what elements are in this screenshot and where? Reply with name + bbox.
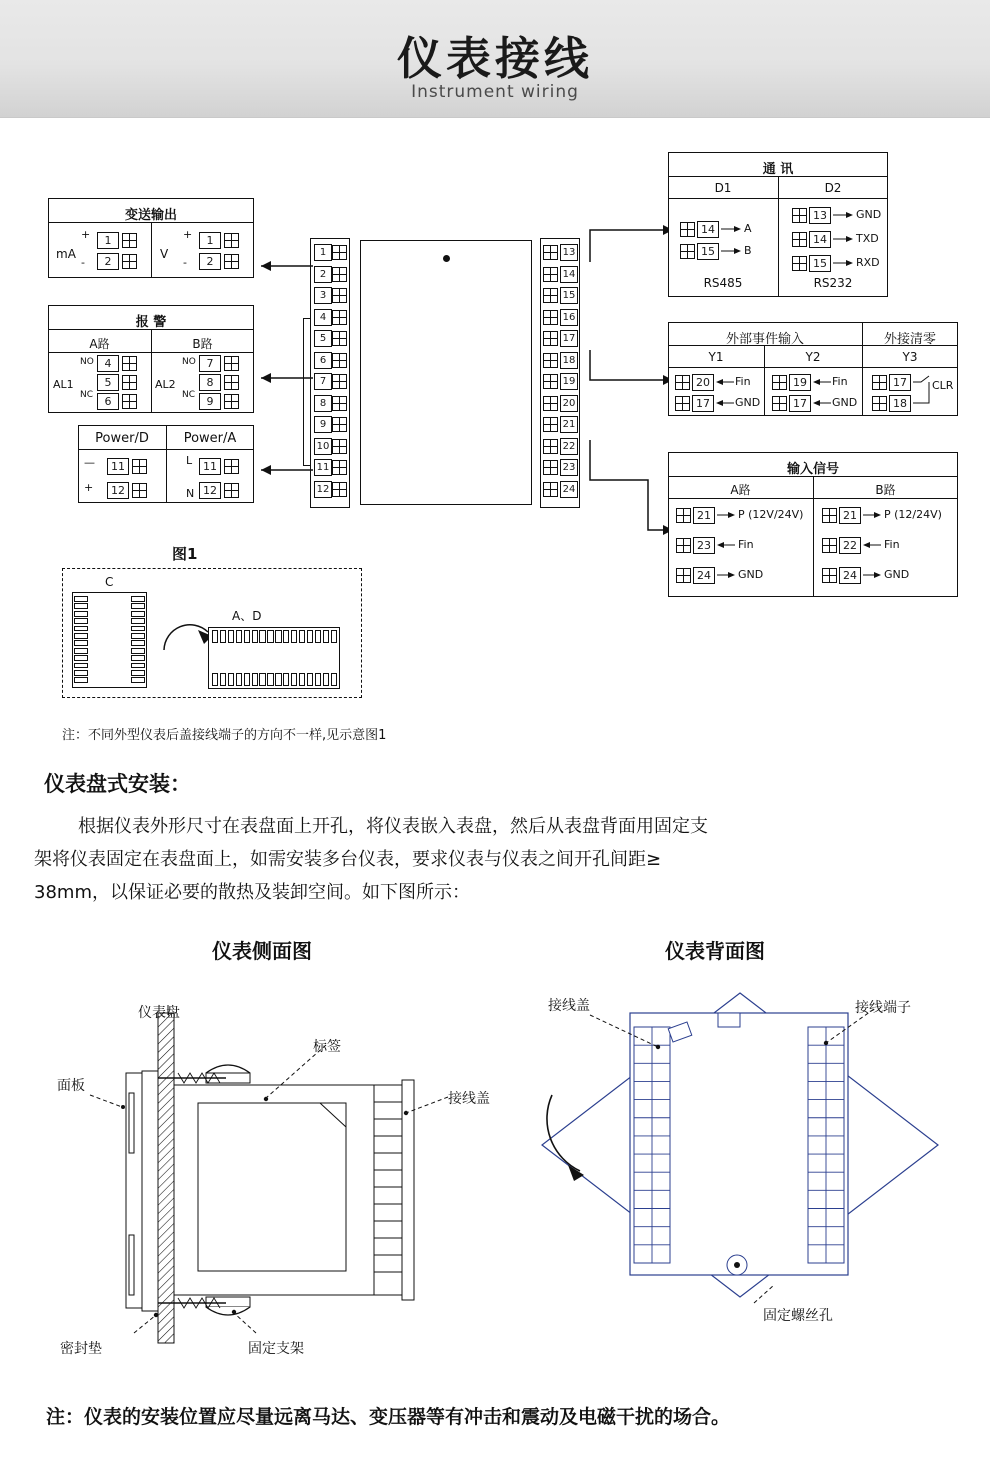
- side-view-drawing: [30, 985, 500, 1360]
- external-clear-title: 外接清零: [883, 332, 936, 347]
- fig1-terminal-tick: [252, 673, 258, 686]
- input-b-terminal-1: 22: [839, 537, 861, 554]
- comm-d1-footer: RS485: [703, 276, 743, 290]
- device-right-terminal-16: 16: [560, 309, 578, 326]
- terminal-icon: [543, 331, 558, 346]
- fig1-terminal-tick: [131, 663, 145, 669]
- comm-d2-arrow-1: [833, 233, 855, 245]
- fig1-terminal-tick: [74, 618, 88, 624]
- fig1-terminal-tick: [323, 630, 329, 643]
- terminal-icon: [332, 460, 347, 475]
- input-signal-title: 输入信号: [786, 462, 839, 477]
- terminal-icon: [122, 375, 137, 390]
- power-dc-terminal-12: 12: [107, 482, 129, 499]
- terminal-icon: [543, 482, 558, 497]
- terminal-icon: [332, 374, 347, 389]
- input-signal-col-a-header: A路: [730, 483, 751, 497]
- alarm-b-terminal-9: 9: [199, 393, 221, 410]
- terminal-icon: [792, 208, 807, 223]
- fig1-terminal-tick: [315, 630, 321, 643]
- fig1-terminal-tick: [131, 677, 145, 683]
- install-paragraph-line-1: 架将仪表固定在表盘面上，如需安装多台仪表，要求仪表与仪表之间开孔间距≥: [34, 849, 662, 870]
- transmit-output-left-terminal-2: 2: [97, 253, 119, 270]
- fig1-terminal-tick: [299, 673, 305, 686]
- terminal-icon: [224, 233, 239, 248]
- device-right-terminal-17: 17: [560, 330, 578, 347]
- terminal-icon: [675, 375, 690, 390]
- comm-d1-header: D1: [714, 181, 732, 195]
- side-label-bracket: 固定支架: [248, 1341, 304, 1357]
- terminal-icon: [543, 310, 558, 325]
- terminal-icon: [543, 245, 558, 260]
- wiring-note: 注：不同外型仪表后盖接线端子的方向不一样,见示意图1: [62, 728, 387, 743]
- event-y1-arrow-0: [716, 376, 734, 388]
- terminal-icon: [332, 482, 347, 497]
- input-b-arrow-0: [863, 509, 883, 521]
- terminal-icon: [332, 310, 347, 325]
- fig1-terminal-tick: [267, 673, 273, 686]
- terminal-icon: [822, 538, 837, 553]
- fig1-terminal-tick: [131, 618, 145, 624]
- input-b-terminal-2: 24: [839, 567, 861, 584]
- alarm-b-name: AL2: [155, 378, 176, 391]
- terminal-icon: [224, 483, 239, 498]
- terminal-icon: [792, 256, 807, 271]
- fig1-terminal-tick: [131, 670, 145, 676]
- device-left-terminal-10: 10: [314, 438, 332, 455]
- comm-d2-footer: RS232: [813, 276, 853, 290]
- device-right-terminal-24: 24: [560, 481, 578, 498]
- fig1-terminal-tick: [74, 655, 88, 661]
- terminal-icon: [543, 460, 558, 475]
- comm-d2-arrow-2: [833, 257, 855, 269]
- terminal-icon: [132, 459, 147, 474]
- event-y1-signal-1: GND: [735, 396, 761, 409]
- terminal-icon: [224, 356, 239, 371]
- fig1-terminal-tick: [74, 603, 88, 609]
- terminal-icon: [224, 254, 239, 269]
- fig1-terminal-tick: [220, 630, 226, 643]
- alarm-col-b-header: B路: [192, 337, 213, 351]
- device-left-terminal-5: 5: [314, 330, 332, 347]
- terminal-icon: [543, 288, 558, 303]
- device-right-terminal-22: 22: [560, 438, 578, 455]
- side-label-front-panel: 面板: [57, 1078, 85, 1094]
- alarm-b-terminal-7: 7: [199, 355, 221, 372]
- input-a-arrow-1: [717, 539, 737, 551]
- event-y2-signal-0: Fin: [832, 375, 848, 388]
- page-subtitle: Instrument wiring: [411, 82, 579, 102]
- input-a-signal-0: P (12V/24V): [738, 508, 804, 521]
- device-left-terminal-6: 6: [314, 352, 332, 369]
- fig1-terminal-tick: [244, 673, 250, 686]
- fig1-terminal-tick: [283, 630, 289, 643]
- fig1-terminal-tick: [228, 630, 234, 643]
- side-label-panel-board: 仪表盘: [138, 1005, 180, 1021]
- event-col-divider: [668, 367, 958, 368]
- event-y1-header: Y1: [708, 350, 724, 364]
- alarm-a-no-label: NO: [80, 357, 94, 367]
- comm-d1-arrow-1: [721, 245, 743, 257]
- alarm-a-name: AL1: [53, 378, 74, 391]
- fig1-terminal-tick: [74, 677, 88, 683]
- terminal-icon: [332, 288, 347, 303]
- transmit-output-right-terminal-1: 1: [199, 232, 221, 249]
- fig1-terminal-tick: [131, 648, 145, 654]
- event-y1-terminal-0: 20: [692, 374, 714, 391]
- device-right-terminal-13: 13: [560, 244, 578, 261]
- terminal-icon: [332, 245, 347, 260]
- instrument-dot: [443, 255, 450, 262]
- event-y2-terminal-0: 19: [789, 374, 811, 391]
- fig1-terminal-tick: [307, 673, 313, 686]
- comm-d1-signal-1: B: [744, 244, 752, 257]
- input-b-arrow-1: [863, 539, 883, 551]
- terminal-icon: [543, 396, 558, 411]
- device-left-terminal-3: 3: [314, 287, 332, 304]
- fig1-terminal-tick: [275, 630, 281, 643]
- terminal-icon: [122, 356, 137, 371]
- fig1-terminal-tick: [131, 596, 145, 602]
- terminal-icon: [792, 232, 807, 247]
- alarm-b-terminal-8: 8: [199, 374, 221, 391]
- install-paragraph-line-2: 38mm，以保证必要的散热及装卸空间。如下图所示：: [34, 882, 470, 903]
- page-title: 仪表接线: [396, 32, 593, 85]
- fig1-terminal-tick: [275, 673, 281, 686]
- power-ac-terminal-12: 12: [199, 482, 221, 499]
- fig1-terminal-tick: [228, 673, 234, 686]
- comm-d2-signal-1: TXD: [856, 232, 879, 245]
- fig1-terminal-tick: [74, 663, 88, 669]
- power-ac-l-label: L: [186, 454, 193, 467]
- power-ac-terminal-11: 11: [199, 458, 221, 475]
- event-input-title: 外部事件输入: [725, 332, 804, 347]
- terminal-icon: [132, 483, 147, 498]
- fig1-terminal-tick: [74, 670, 88, 676]
- footer-note: 注：仪表的安装位置应尽量远离马达、变压器等有冲击和震动及电磁干扰的场合。: [46, 1406, 731, 1428]
- terminal-icon: [543, 439, 558, 454]
- terminal-icon: [822, 568, 837, 583]
- comm-d2-header: D2: [824, 181, 842, 195]
- terminal-icon: [680, 244, 695, 259]
- terminal-icon: [122, 254, 137, 269]
- terminal-icon: [872, 375, 887, 390]
- device-right-terminal-23: 23: [560, 459, 578, 476]
- terminal-icon: [680, 222, 695, 237]
- device-left-terminal-1: 1: [314, 244, 332, 261]
- fig1-title: 图1: [172, 545, 198, 563]
- fig1-terminal-tick: [307, 630, 313, 643]
- fig1-terminal-tick: [74, 633, 88, 639]
- device-left-terminal-2: 2: [314, 266, 332, 283]
- fig1-terminal-tick: [220, 673, 226, 686]
- fig1-terminal-tick: [291, 630, 297, 643]
- terminal-icon: [332, 396, 347, 411]
- event-y2-terminal-1: 17: [789, 395, 811, 412]
- input-a-terminal-2: 24: [693, 567, 715, 584]
- fig1-terminal-tick: [131, 640, 145, 646]
- fig1-label-ad: A、D: [232, 609, 262, 623]
- fig1-terminal-tick: [244, 630, 250, 643]
- back-view-title: 仪表背面图: [665, 939, 765, 963]
- transmit-output-ma-label: mA: [56, 247, 76, 261]
- event-y2-arrow-0: [813, 376, 831, 388]
- terminal-icon: [676, 568, 691, 583]
- terminal-icon: [772, 375, 787, 390]
- terminal-icon: [543, 417, 558, 432]
- terminal-icon: [224, 375, 239, 390]
- terminal-icon: [332, 331, 347, 346]
- device-right-terminal-15: 15: [560, 287, 578, 304]
- fig1-terminal-tick: [131, 633, 145, 639]
- fig1-terminal-tick: [331, 673, 337, 686]
- event-y1-signal-0: Fin: [735, 375, 751, 388]
- transmit-output-center-divider: [151, 222, 152, 278]
- comm-d2-terminal-1: 14: [809, 231, 831, 248]
- side-label-gasket: 密封垫: [60, 1341, 102, 1357]
- comm-d1-arrow-0: [721, 223, 743, 235]
- terminal-icon: [676, 538, 691, 553]
- alarm-a-terminal-4: 4: [97, 355, 119, 372]
- power-dc-minus-label: —: [84, 456, 95, 469]
- fig1-terminal-tick: [212, 630, 218, 643]
- event-y3-header: Y3: [902, 350, 918, 364]
- input-a-terminal-1: 23: [693, 537, 715, 554]
- input-a-signal-1: Fin: [738, 538, 754, 551]
- comm-d1-terminal-1: 15: [697, 243, 719, 260]
- terminal-icon: [224, 459, 239, 474]
- fig1-terminal-tick: [259, 673, 265, 686]
- input-signal-col-b-header: B路: [875, 483, 896, 497]
- device-right-terminal-14: 14: [560, 266, 578, 283]
- terminal-icon: [676, 508, 691, 523]
- terminal-icon: [543, 374, 558, 389]
- fig1-terminal-tick: [131, 626, 145, 632]
- terminal-icon: [332, 353, 347, 368]
- fig1-terminal-tick: [74, 596, 88, 602]
- device-right-terminal-18: 18: [560, 352, 578, 369]
- device-left-terminal-8: 8: [314, 395, 332, 412]
- terminal-icon: [122, 233, 137, 248]
- input-b-signal-2: GND: [884, 568, 910, 581]
- fig1-terminal-tick: [74, 648, 88, 654]
- install-paragraph-line-0: 根据仪表外形尺寸在表盘面上开孔，将仪表嵌入表盘，然后从表盘背面用固定支: [78, 816, 708, 837]
- transmit-output-title: 变送输出: [124, 208, 177, 223]
- fig1-terminal-tick: [236, 630, 242, 643]
- device-left-terminal-4: 4: [314, 309, 332, 326]
- fig1-terminal-tick: [267, 630, 273, 643]
- comm-d2-terminal-2: 15: [809, 255, 831, 272]
- input-a-signal-2: GND: [738, 568, 764, 581]
- alarm-a-nc-label: NC: [80, 390, 94, 400]
- terminal-icon: [822, 508, 837, 523]
- comm-d1-terminal-0: 14: [697, 221, 719, 238]
- side-label-wiring-cover: 接线盖: [448, 1091, 490, 1107]
- alarm-col-a-header: A路: [89, 337, 110, 351]
- comm-title: 通 讯: [762, 162, 794, 177]
- terminal-icon: [872, 396, 887, 411]
- fig1-terminal-tick: [291, 673, 297, 686]
- terminal-icon: [543, 267, 558, 282]
- input-b-signal-1: Fin: [884, 538, 900, 551]
- fig1-terminal-tick: [74, 640, 88, 646]
- fig1-terminal-tick: [212, 673, 218, 686]
- device-left-terminal-7: 7: [314, 373, 332, 390]
- terminal-icon: [772, 396, 787, 411]
- fig1-terminal-tick: [131, 611, 145, 617]
- fig1-terminal-tick: [299, 630, 305, 643]
- power-dc-terminal-11: 11: [107, 458, 129, 475]
- fig1-terminal-tick: [252, 630, 258, 643]
- event-y2-arrow-1: [813, 397, 831, 409]
- power-ac-title: Power/A: [183, 431, 237, 446]
- fig1-terminal-tick: [315, 673, 321, 686]
- comm-d1-signal-0: A: [744, 222, 752, 235]
- fig1-terminal-tick: [74, 626, 88, 632]
- event-y3-terminal-0: 17: [889, 374, 911, 391]
- alarm-b-no-label: NO: [182, 357, 196, 367]
- input-b-terminal-0: 21: [839, 507, 861, 524]
- fig1-terminal-tick: [259, 630, 265, 643]
- device-right-terminal-20: 20: [560, 395, 578, 412]
- terminal-icon: [332, 439, 347, 454]
- event-y1-arrow-1: [716, 397, 734, 409]
- terminal-icon: [332, 267, 347, 282]
- install-heading: 仪表盘式安装：: [44, 772, 191, 796]
- transmit-output-left-terminal-1: 1: [97, 232, 119, 249]
- back-label-terminal: 接线端子: [855, 1000, 911, 1016]
- terminal-icon: [224, 394, 239, 409]
- fig1-label-c: C: [105, 575, 114, 589]
- alarm-a-terminal-5: 5: [97, 374, 119, 391]
- terminal-icon: [675, 396, 690, 411]
- power-dc-title: Power/D: [95, 431, 149, 446]
- terminal-icon: [543, 353, 558, 368]
- comm-d2-terminal-0: 13: [809, 207, 831, 224]
- back-label-screw-hole: 固定螺丝孔: [763, 1308, 833, 1324]
- side-view-title: 仪表侧面图: [212, 939, 312, 963]
- input-a-terminal-0: 21: [693, 507, 715, 524]
- input-a-arrow-2: [717, 569, 737, 581]
- terminal-icon: [122, 394, 137, 409]
- transmit-output-left-minus: -: [81, 256, 85, 269]
- input-a-arrow-0: [717, 509, 737, 521]
- back-label-wiring-cover: 接线盖: [548, 998, 590, 1014]
- transmit-output-right-minus: -: [183, 256, 187, 269]
- power-dc-plus-label: +: [84, 481, 94, 494]
- device-right-terminal-21: 21: [560, 416, 578, 433]
- arrows-left: [255, 230, 315, 520]
- instrument-body: [360, 240, 532, 505]
- event-y2-header: Y2: [805, 350, 821, 364]
- terminal-icon: [332, 417, 347, 432]
- comm-d2-signal-2: RXD: [856, 256, 880, 269]
- device-left-terminal-9: 9: [314, 416, 332, 433]
- fig1-terminal-tick: [331, 630, 337, 643]
- comm-d2-signal-0: GND: [856, 208, 882, 221]
- fig1-terminal-tick: [131, 603, 145, 609]
- device-right-terminal-19: 19: [560, 373, 578, 390]
- event-y3-clr-label: CLR: [932, 379, 954, 392]
- input-b-arrow-2: [863, 569, 883, 581]
- event-y1-terminal-1: 17: [692, 395, 714, 412]
- side-label-tag: 标签: [313, 1039, 341, 1055]
- device-left-terminal-12: 12: [314, 481, 332, 498]
- page-header-banner: [0, 0, 990, 118]
- fig1-terminal-tick: [323, 673, 329, 686]
- transmit-output-right-terminal-2: 2: [199, 253, 221, 270]
- transmit-output-left-plus: +: [81, 228, 91, 241]
- fig1-terminal-tick: [131, 655, 145, 661]
- power-ac-n-label: N: [186, 487, 195, 500]
- event-y3-terminal-1: 18: [889, 395, 911, 412]
- fig1-terminal-tick: [74, 611, 88, 617]
- transmit-output-right-plus: +: [183, 228, 193, 241]
- fig1-terminal-tick: [236, 673, 242, 686]
- transmit-output-v-label: V: [160, 247, 169, 261]
- comm-d2-arrow-0: [833, 209, 855, 221]
- fig1-terminal-tick: [283, 673, 289, 686]
- input-b-signal-0: P (12/24V): [884, 508, 942, 521]
- device-left-terminal-11: 11: [314, 459, 332, 476]
- alarm-title: 报 警: [135, 315, 167, 330]
- alarm-a-terminal-6: 6: [97, 393, 119, 410]
- event-y2-signal-1: GND: [832, 396, 858, 409]
- back-view-drawing: [530, 985, 960, 1325]
- alarm-b-nc-label: NC: [182, 390, 196, 400]
